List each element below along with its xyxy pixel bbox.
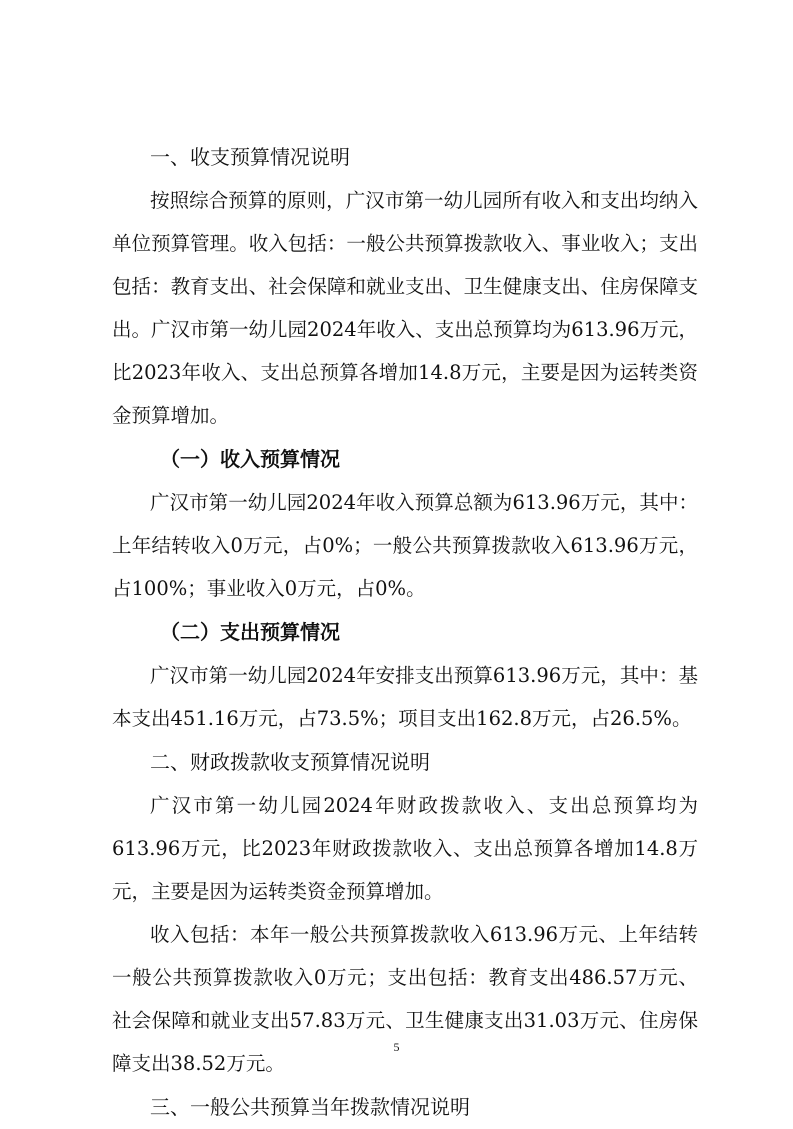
subsection-expense-title: （二）支出预算情况 — [160, 620, 340, 644]
section-2-title: 二、财政拨款收支预算情况说明 — [150, 750, 430, 774]
section-1-title: 一、收支预算情况说明 — [150, 145, 350, 169]
subsection-income-paragraph: 广汉市第一幼儿园2024年收入预算总额为613.96万元，其中：上年结转收入0万元，占0%；一般公共预算拨款收入613.96万元，占100%；事业收入0万元，占0%。 — [112, 491, 698, 600]
subsection-income-title: （一）收入预算情况 — [160, 447, 340, 471]
section-1-paragraph: 按照综合预算的原则，广汉市第一幼儿园所有收入和支出均纳入单位预算管理。收入包括：一般公共预算拨款收入、事业收入；支出包括：教育支出、社会保障和就业支出、卫生健康支出、住房保障支出。广汉市第一幼儿园2024年收入、支出总预算均为613.96万元，比2023年收入、支出总预算各增加14.8万元，主要是因为运转类资金预算增加。 — [112, 189, 698, 427]
section-3-title: 三、一般公共预算当年拨款情况说明 — [150, 1095, 470, 1119]
subsection-expense-paragraph: 广汉市第一幼儿园2024年安排支出预算613.96万元，其中：基本支出451.16万元，占73.5%；项目支出162.8万元，占26.5%。 — [112, 664, 698, 730]
section-2-paragraph-1: 广汉市第一幼儿园2024年财政拨款收入、支出总预算均为613.96万元，比2023年财政拨款收入、支出总预算各增加14.8万元，主要是因为运转类资金预算增加。 — [112, 794, 698, 903]
page-number: 5 — [393, 1040, 400, 1054]
section-2-paragraph-2: 收入包括：本年一般公共预算拨款收入613.96万元、上年结转一般公共预算拨款收入0万元；支出包括：教育支出486.57万元、社会保障和就业支出57.83万元、卫生健康支出31.03万元、住房保障支出38.52万元。 — [112, 923, 698, 1075]
